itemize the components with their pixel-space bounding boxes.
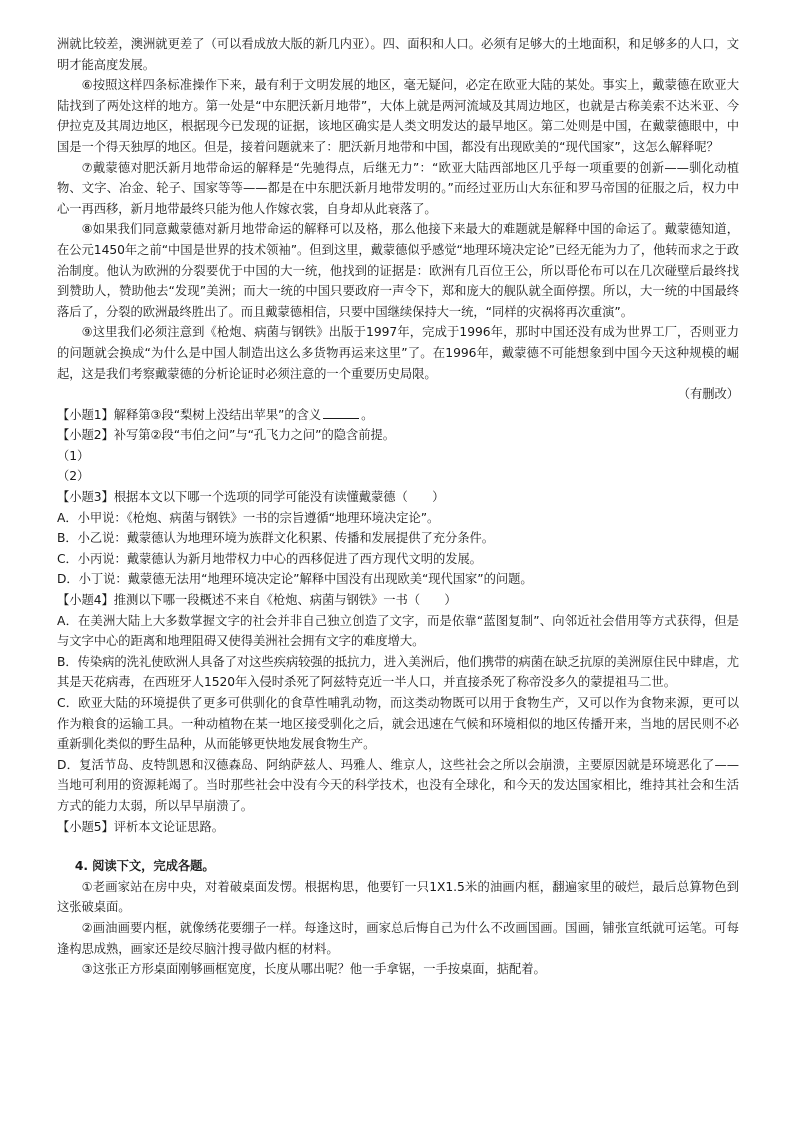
question-3-option-b: B．小乙说：戴蒙德认为地理环境为族群文化积累、传播和发展提供了充分条件。	[57, 531, 495, 546]
question-3: 【小题3】根据本文以下哪一个选项的同学可能没有读懂戴蒙德（ ）	[57, 490, 445, 505]
question-4-option-b: B．传染病的洗礼使欧洲人具备了对这些疾病较强的抵抗力，进入美洲后，他们携带的病菌在缺乏抗原的美洲原住民中肆虐，尤其是天花病毒，在西班牙人1520年入侵时杀死了阿兹特克近一半人口，并直接杀死了称帝没多久的蒙提祖马二世。	[57, 654, 739, 690]
question-5: 【小题5】评析本文论证思路。	[57, 819, 224, 834]
paragraph-8: ⑧如果我们同意戴蒙德对新月地带命运的解释可以及格，那么他接下来最大的难题就是解释中国的命运了。戴蒙德知道，在公元1450年之前“中国是世界的技术领袖”。但到这里，戴蒙德似乎感觉“地理环境决定论”已经无能为力了，他转而求之于政治制度。他认为欧洲的分裂要优于中国的大一统，他找到的证据是：欧洲有几百位王公，所以哥伦布可以在几次碰壁后最终找到赞助人，赞助他去“发现”美洲；而大一统的中国只要政府一声令下，郑和庞大的舰队就全面停摆。所以，大一统的中国最终落后了，分裂的欧洲最终胜出了。而且戴蒙德相信，只要中国继续保持大一统，“同样的灾祸将再次重演”。	[57, 222, 739, 319]
question-2-item-1: （1）	[57, 448, 90, 463]
question-4-option-a: A．在美洲大陆上大多数掌握文字的社会并非自己独立创造了文字，而是依靠“蓝图复制”、向邻近社会借用等方式获得，但是与文字中心的距离和地理阻碍又使得美洲社会拥有文字的难度增大。	[57, 613, 739, 649]
question-3-option-c: C．小丙说：戴蒙德认为新月地带权力中心的西移促进了西方现代文明的发展。	[57, 551, 482, 566]
question-2-item-2: （2）	[57, 469, 90, 484]
question-4: 【小题4】推测以下哪一段概述不来自《枪炮、病菌与钢铁》一书（ ）	[57, 593, 457, 608]
question-3-option-d: D．小丁说：戴蒙德无法用“地理环境决定论”解释中国没有出现欧美“现代国家”的问题。	[57, 572, 533, 587]
question-4-option-c: C．欧亚大陆的环境提供了更多可供驯化的食草性哺乳动物，而这类动物既可以用于食物生产，又可以作为食物来源，更可以作为粮食的运输工具。一种动植物在某一地区接受驯化之后，就会迅速在气候和环境相似的地区传播开来，当地的居民则不必重新驯化类似的野生品种，从而能够更快地发展食物生产。	[57, 696, 739, 752]
story-paragraph-2: ②画油画要内框，就像绣花要绷子一样。每逢这时，画家总后悔自己为什么不改画国画。国画，铺张宣纸就可运笔。可每逢构思成熟，画家还是绞尽脑汁搜寻做内框的材料。	[57, 920, 739, 956]
answer-blank	[323, 406, 359, 419]
question-4-option-d: D．复活节岛、皮特凯恩和汉德森岛、阿纳萨兹人、玛雅人、维京人，这些社会之所以会崩溃，主要原因就是环境恶化了——当地可利用的资源耗竭了。当时那些社会中没有今天的科学技术，也没有全球化，和今天的发达国家相比，维持其社会和生活方式的能力太弱，所以早早崩溃了。	[57, 757, 739, 813]
question-1-end: 。	[361, 407, 374, 422]
story-paragraph-3: ③这张正方形桌面刚够画框宽度，长度从哪出呢？他一手拿锯，一手按桌面，掂配着。	[81, 962, 546, 977]
source-note: （有删改）	[677, 387, 739, 402]
question-1	[57, 405, 739, 426]
paragraph-6: ⑥按照这样四条标准操作下来，最有利于文明发展的地区，毫无疑问，必定在欧亚大陆的某处。事实上，戴蒙德在欧亚大陆找到了两处这样的地方。第一处是“中东肥沃新月地带”，大体上就是两河流域及其周边地区，也就是古称美索不达米亚、今伊拉克及其周边地区，根据现今已发现的证据，该地区确实是人类文明发达的最早地区。第二处则是中国，在戴蒙德眼中，中国是一个得天独厚的地区。但是，接着问题就来了：肥沃新月地带和中国，都没有出现欧美的“现代国家”，这怎么解释呢？	[57, 78, 739, 154]
question-1-text: 【小题1】解释第③段“梨树上没结出苹果”的含义	[57, 407, 322, 422]
section-4-heading: 4. 阅读下文，完成各题。	[74, 859, 215, 874]
document-page	[57, 34, 739, 980]
question-3-option-a: A．小甲说：《枪炮、病菌与钢铁》一书的宗旨遵循“地理环境决定论”。	[57, 510, 440, 525]
paragraph-7: ⑦戴蒙德对肥沃新月地带命运的解释是“先驰得点，后继无力”：“欧亚大陆西部地区几乎每一项重要的创新——驯化动植物、文字、冶金、轮子、国家等等——都是在中东肥沃新月地带发明的。”而经过亚历山大东征和罗马帝国的征服之后，权力中心一再西移，新月地带最终只能为他人作嫁衣裳，自身却从此衰落了。	[57, 160, 739, 216]
passage-continuation: 洲就比较差，澳洲就更差了（可以看成放大版的新几内亚）。四、面积和人口。必须有足够大的土地面积，和足够多的人口，文明才能高度发展。	[57, 37, 739, 72]
paragraph-9: ⑨这里我们必须注意到《枪炮、病菌与钢铁》出版于1997年，完成于1996年，那时中国还没有成为世界工厂，否则亚力的问题就会换成“为什么是中国人制造出这么多货物再运来这里”了。在1996年，戴蒙德不可能想象到中国今天这种规模的崛起，这是我们考察戴蒙德的分析论证时必须注意的一个重要历史局限。	[57, 325, 739, 381]
story-paragraph-1: ①老画家站在房中央，对着破桌面发愣。根据构思，他要钉一只1X1.5米的油画内框，翻遍家里的破烂，最后总算物色到这张破桌面。	[57, 879, 739, 915]
question-2: 【小题2】补写第②段“韦伯之问”与“孔飞力之问”的隐含前提。	[57, 428, 395, 443]
